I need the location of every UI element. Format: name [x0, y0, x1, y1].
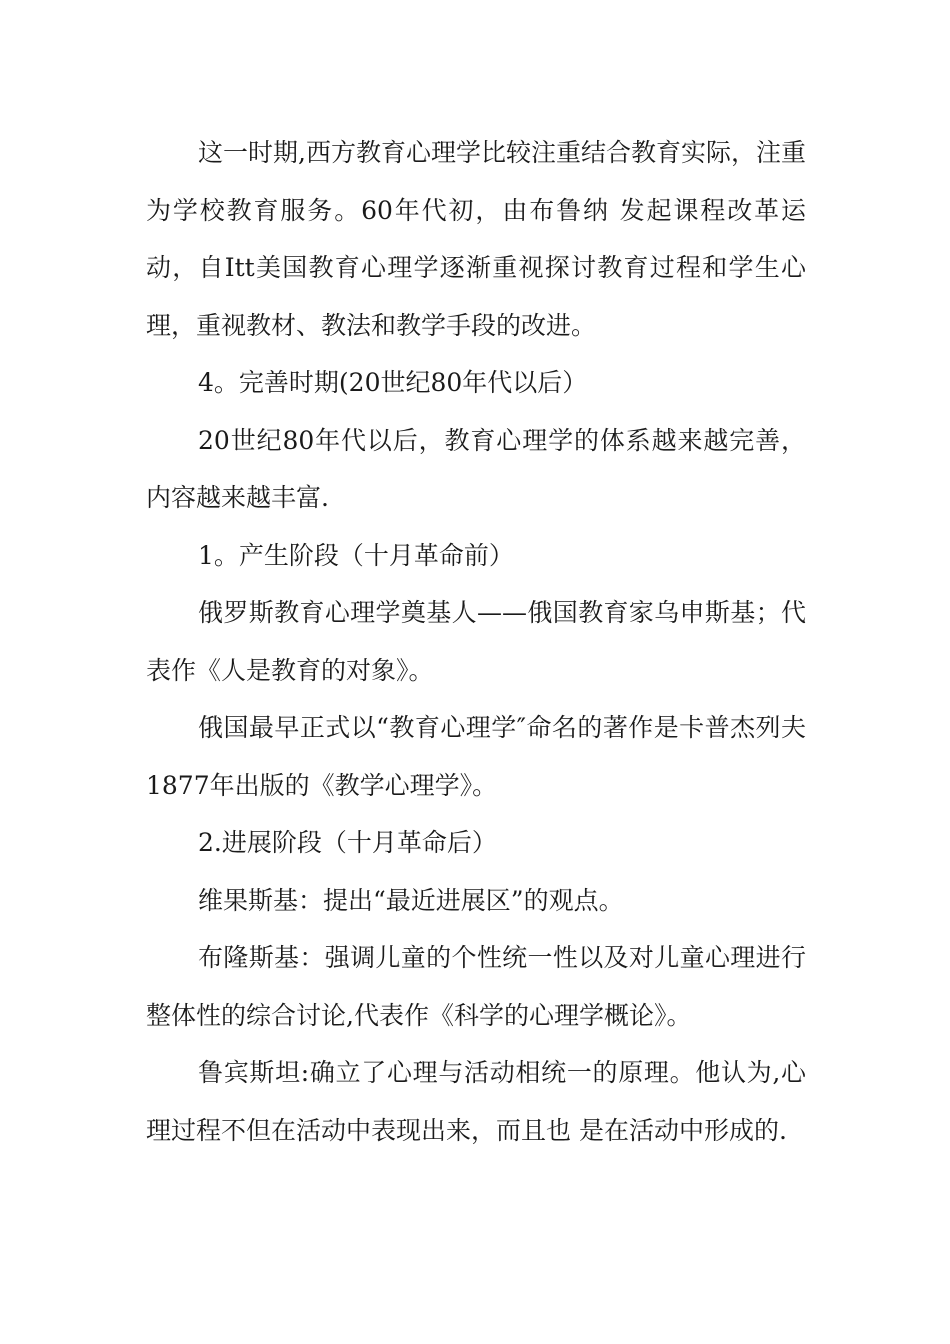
paragraph: 这一时期,西方教育心理学比较注重结合教育实际，注重为学校教育服务。60年代初，由布鲁纳 发起课程改革运动，自Itt美国教育心理学逐渐重视探讨教育过程和学生心理，重视教材、教法和教学手段的改进。	[146, 138, 806, 340]
paragraph: 俄国最早正式以“教育心理学″命名的著作是卡普杰列夫1877年出版的《教学心理学》。	[146, 713, 806, 800]
paragraph: 维果斯基：提出“最近进展区”的观点。	[198, 885, 624, 915]
paragraph: 20世纪80年代以后，教育心理学的体系越来越完善，内容越来越丰富.	[146, 425, 806, 512]
section-heading: 1。产生阶段（十月革命前）	[198, 540, 514, 570]
paragraph: 俄罗斯教育心理学奠基人——俄国教育家乌申斯基；代表作《人是教育的对象》。	[146, 598, 806, 685]
document-body	[146, 124, 806, 1159]
paragraph: 鲁宾斯坦:确立了心理与活动相统一的原理。他认为,心理过程不但在活动中表现出来，而且也 是在活动中形成的.	[146, 1058, 806, 1145]
section-heading: 4。完善时期(20世纪80年代以后）	[198, 368, 588, 397]
paragraph: 布隆斯基：强调儿童的个性统一性以及对儿童心理进行整体性的综合讨论,代表作《科学的心理学概论》。	[146, 943, 806, 1030]
section-heading: 2.进展阶段（十月革命后）	[198, 828, 497, 857]
